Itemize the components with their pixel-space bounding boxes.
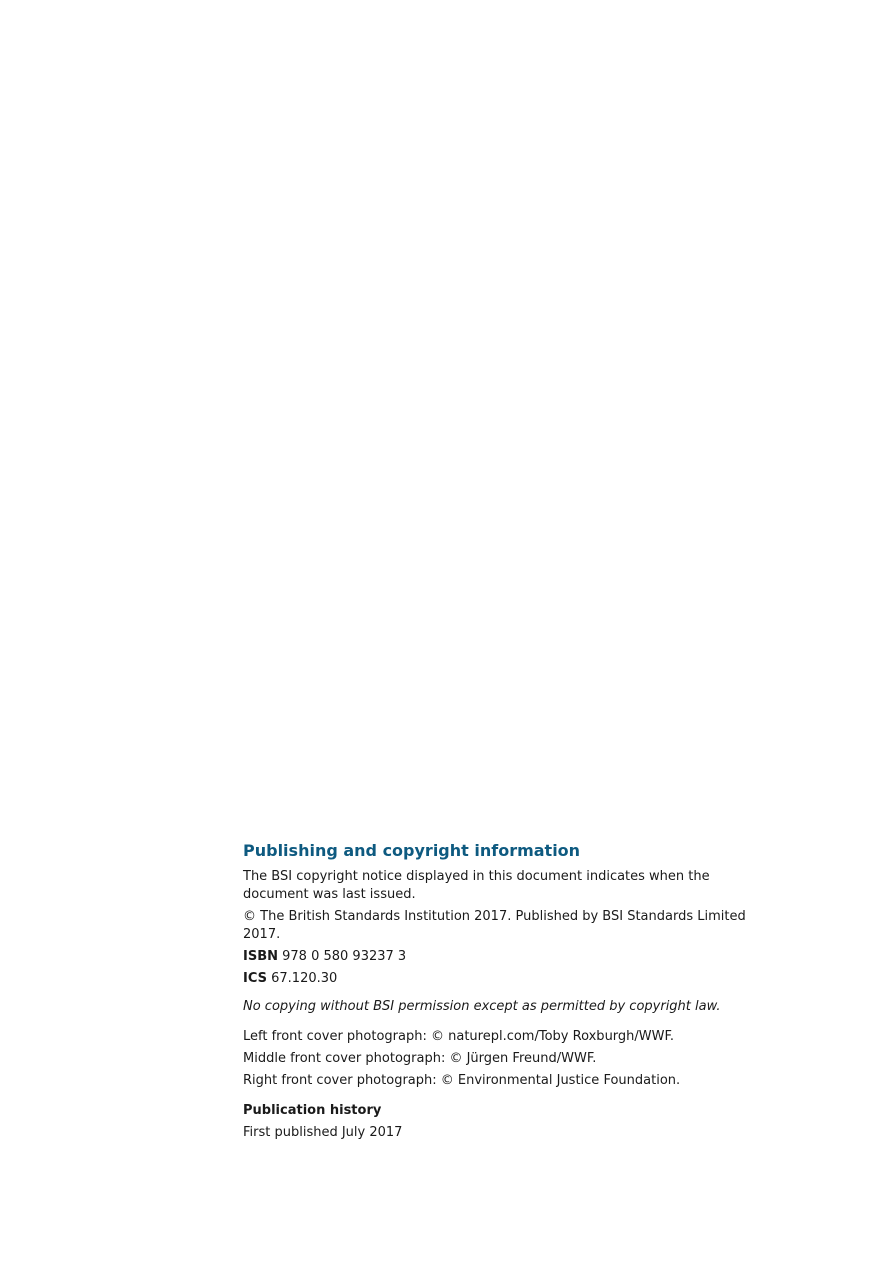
first-published-line: First published July 2017 xyxy=(243,1125,403,1140)
photo-credit-right: Right front cover photograph: © Environmental Justice Foundation. xyxy=(243,1073,681,1088)
ics-label: ICS xyxy=(243,971,267,986)
publishing-info-section xyxy=(243,840,773,1146)
isbn-line xyxy=(243,948,773,966)
publication-history-heading: Publication history xyxy=(243,1103,382,1118)
ics-line xyxy=(243,970,773,988)
ics-value: 67.120.30 xyxy=(271,971,338,986)
photo-credit-left: Left front cover photograph: © naturepl.com/Toby Roxburgh/WWF. xyxy=(243,1029,675,1044)
copyright-line: © The British Standards Institution 2017. Published by BSI Standards Limited 2017. xyxy=(243,909,746,942)
photo-credits xyxy=(243,1028,773,1090)
isbn-label: ISBN xyxy=(243,949,278,964)
isbn-value: 978 0 580 93237 3 xyxy=(282,949,407,964)
copyright-notice-text: The BSI copyright notice displayed in this document indicates when the document was last issued. xyxy=(243,869,710,902)
photo-credit-middle: Middle front cover photograph: © Jürgen Freund/WWF. xyxy=(243,1051,597,1066)
no-copying-notice: No copying without BSI permission except as permitted by copyright law. xyxy=(243,999,721,1014)
publishing-heading: Publishing and copyright information xyxy=(243,841,581,860)
